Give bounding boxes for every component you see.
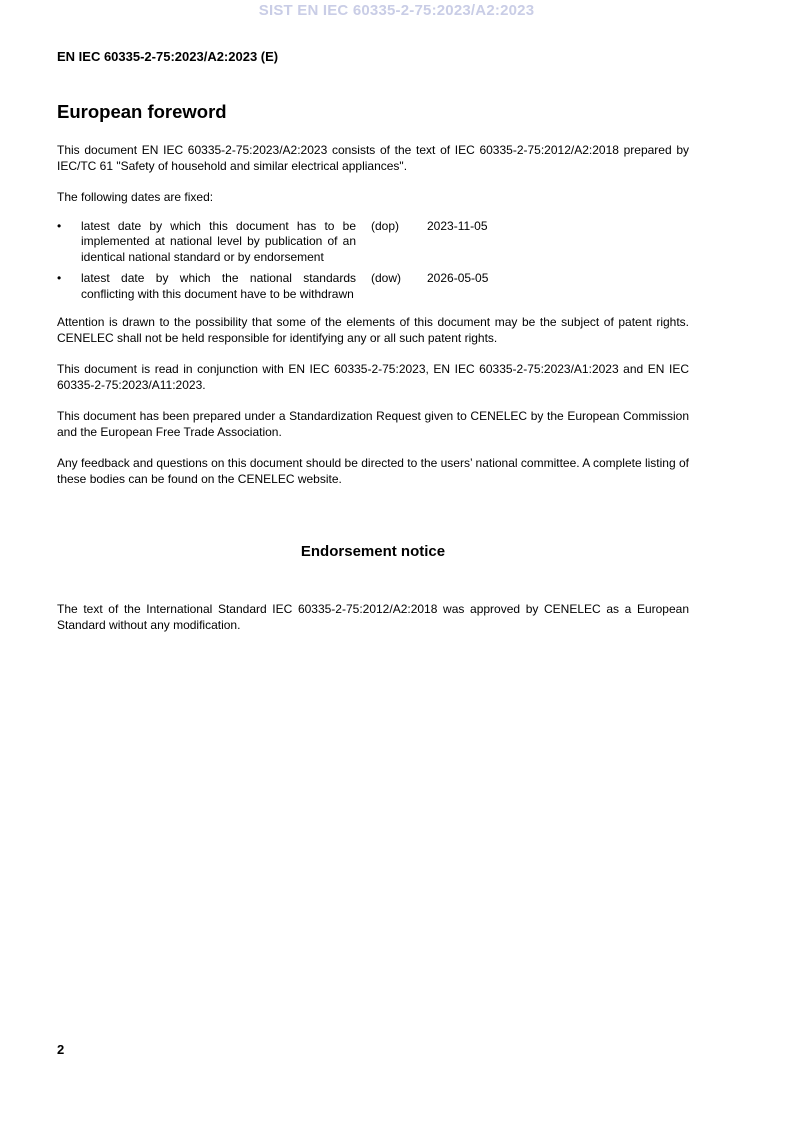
- feedback-paragraph: Any feedback and questions on this document should be directed to the users’ national committee. A complete listing of these bodies can be found on the CENELEC website.: [57, 456, 689, 486]
- date-value: 2026-05-05: [427, 271, 489, 285]
- date-abbreviation: (dow): [371, 271, 402, 285]
- date-value: 2023-11-05: [427, 218, 488, 233]
- date-row-dop: [57, 219, 689, 266]
- date-description: latest date by which the national standards conflicting with this document have to be withdrawn: [81, 271, 356, 301]
- dates-list: [57, 219, 689, 303]
- page-content: [57, 101, 689, 633]
- endorsement-title: Endorsement notice: [300, 543, 446, 560]
- dates-intro: The following dates are fixed:: [57, 190, 214, 204]
- bullet-icon: •: [57, 271, 62, 285]
- mandate-paragraph: This document has been prepared under a Standardization Request given to CENELEC by the European Commission and the European Free Trade Association.: [57, 409, 689, 439]
- watermark: SIST EN IEC 60335-2-75:2023/A2:2023: [258, 2, 535, 19]
- foreword-intro: This document EN IEC 60335-2-75:2023/A2:2023 consists of the text of IEC 60335-2-75:2012/A2:2018 prepared by IEC/TC 61 "Safety of household and similar electrical appliances".: [57, 143, 689, 173]
- page-number: 2: [57, 1042, 65, 1057]
- date-row-dow: [57, 271, 689, 302]
- patent-paragraph: Attention is drawn to the possibility that some of the elements of this document may be the subject of patent rights. CENELEC shall not be held responsible for identifying any or all such patent rights.: [57, 315, 689, 345]
- foreword-title: European foreword: [57, 101, 227, 122]
- date-description: latest date by which this document has to be implemented at national level by publication of an identical national standard or by endorsement: [81, 218, 356, 264]
- document-reference: EN IEC 60335-2-75:2023/A2:2023 (E): [57, 49, 279, 64]
- bullet-icon: •: [57, 218, 62, 233]
- conjunction-paragraph: This document is read in conjunction with EN IEC 60335-2-75:2023, EN IEC 60335-2-75:2023/A1:2023 and EN IEC 60335-2-75:2023/A11:2023.: [57, 362, 689, 392]
- date-abbreviation: (dop): [371, 218, 400, 233]
- endorsement-text: The text of the International Standard IEC 60335-2-75:2012/A2:2018 was approved by CENELEC as a European Standard without any modification.: [57, 602, 689, 632]
